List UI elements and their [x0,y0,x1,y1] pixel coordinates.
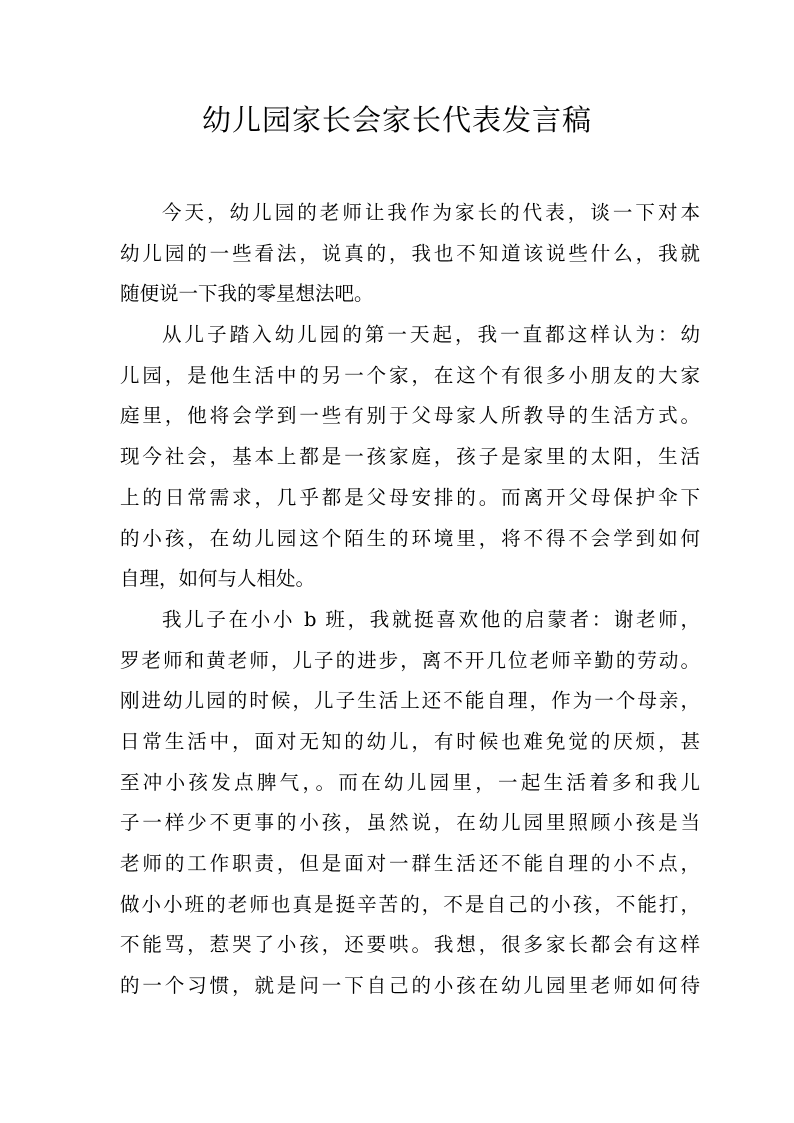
paragraph-3-line-9: 不能骂，惹哭了小孩，还要哄。我想，很多家长都会有这样 [120,933,700,957]
paragraph-3-line-1: 我儿子在小小 b 班，我就挺喜欢他的启蒙者：谢老师， [162,607,700,631]
paragraph-2-line-4: 现今社会，基本上都是一孩家庭，孩子是家里的太阳，生活 [120,445,700,469]
paragraph-3-line-8: 做小小班的老师也真是挺辛苦的，不是自己的小孩，不能打， [120,892,700,916]
paragraph-2-line-1: 从儿子踏入幼儿园的第一天起，我一直都这样认为：幼 [162,323,700,347]
paragraph-3-line-7: 老师的工作职责，但是面对一群生活还不能自理的小不点， [120,852,700,875]
paragraph-3-line-4: 日常生活中，面对无知的幼儿，有时候也难免觉的厌烦，甚 [120,729,700,753]
paragraph-2-line-5: 上的日常需求，几乎都是父母安排的。而离开父母保护伞下 [120,485,700,509]
paragraph-3-line-5: 至冲小孩发点脾气，。而在幼儿园里，一起生活着多和我儿 [120,770,700,794]
paragraph-3-line-10: 的一个习惯，就是问一下自己的小孩在幼儿园里老师如何待 [120,974,700,998]
paragraph-1-line-3: 随便说一下我的零星想法吧。 [120,282,374,306]
paragraph-1-line-2: 幼儿园的一些看法，说真的，我也不知道该说些什么，我就 [120,241,700,265]
document-body [120,193,700,1007]
paragraph-2-line-3: 庭里，他将会学到一些有别于父母家人所教导的生活方式。 [120,404,700,428]
paragraph-3-line-2: 罗老师和黄老师，儿子的进步，离不开几位老师辛勤的劳动。 [120,648,700,672]
paragraph-3-line-3: 刚进幼儿园的时候，儿子生活上还不能自理，作为一个母亲， [120,689,700,713]
paragraph-1-line-1: 今天，幼儿园的老师让我作为家长的代表，谈一下对本 [162,201,700,224]
paragraph-3-line-6: 子一样少不更事的小孩，虽然说，在幼儿园里照顾小孩是当 [120,811,700,835]
paragraph-2-line-7: 自理，如何与人相处。 [120,567,316,591]
paragraph-2-line-2: 儿园，是他生活中的另一个家，在这个有很多小朋友的大家 [120,363,700,387]
document-title: 幼儿园家长会家长代表发言稿 [201,103,592,137]
paragraph-2-line-6: 的小孩，在幼儿园这个陌生的环境里，将不得不会学到如何 [120,526,700,550]
